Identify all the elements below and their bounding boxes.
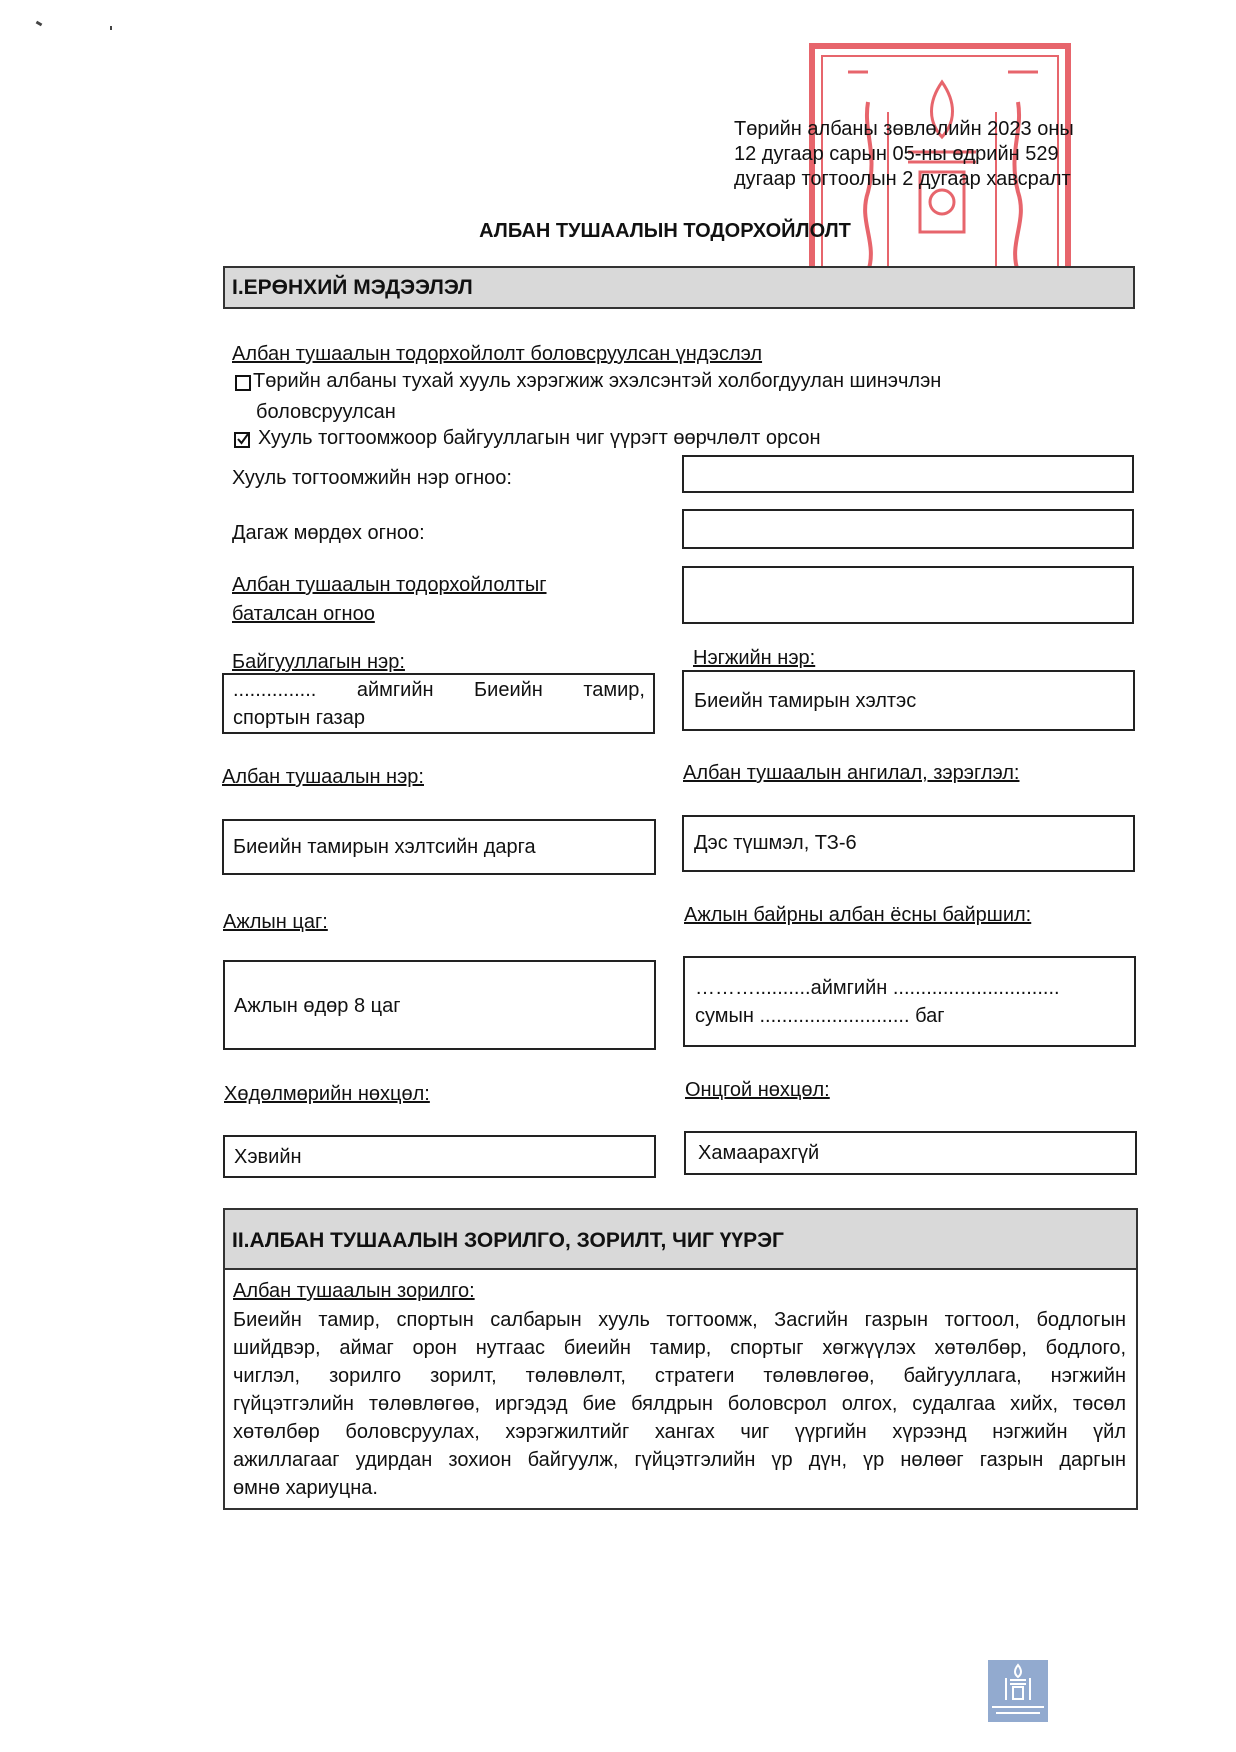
scan-speck	[36, 21, 43, 27]
section2-title: II.АЛБАН ТУШААЛЫН ЗОРИЛГО, ЗОРИЛТ, ЧИГ ҮҮРЭГ	[232, 1229, 784, 1252]
option2-label: Хууль тогтоомжоор байгууллагын чиг үүрэгт өөрчлөлт орсон	[258, 427, 821, 449]
position-class-field[interactable]	[682, 815, 1135, 872]
org-name-word1: аймгийн	[356, 679, 434, 701]
work-hours-field[interactable]	[223, 960, 656, 1050]
option1-label-line1: Төрийн албаны тухай хууль хэрэгжиж эхэлсэнтэй холбогдуулан шинэчлэн	[253, 370, 942, 392]
work-conditions-label: Хөдөлмөрийн нөхцөл:	[224, 1083, 430, 1105]
work-conditions-field[interactable]	[223, 1135, 656, 1178]
position-class-value: Дэс түшмэл, ТЗ-6	[694, 832, 857, 854]
header-ref-line2: 12 дугаар сарын 05-ны өдрийн 529	[734, 143, 1059, 165]
header-reference	[734, 117, 1134, 192]
org-name-line2: спортын газар	[233, 707, 365, 729]
approved-date-label-line2: баталсан огноо	[232, 603, 375, 625]
location-line1: ………..........аймгийн ..............................	[695, 977, 1060, 999]
header-ref-line1: Төрийн албаны зөвлөлийн 2023 оны	[734, 118, 1074, 140]
law-name-date-field[interactable]	[682, 455, 1134, 493]
option1-checkbox[interactable]	[235, 375, 251, 391]
checkmark-icon	[236, 432, 250, 446]
org-name-dots: ...............	[233, 679, 317, 701]
position-class-label: Албан тушаалын ангилал, зэрэглэл:	[683, 762, 1020, 784]
purpose-text	[233, 1306, 1126, 1502]
logo-lettering	[992, 1706, 1044, 1708]
unit-name-label: Нэгжийн нэр:	[693, 647, 816, 669]
purpose-label: Албан тушаалын зорилго:	[233, 1280, 475, 1302]
effective-date-field[interactable]	[682, 509, 1134, 549]
location-label: Ажлын байрны албан ёсны байршил:	[684, 904, 1032, 926]
org-name-word2: Биеийн	[474, 679, 543, 701]
special-conditions-field[interactable]	[684, 1131, 1137, 1175]
approved-date-field[interactable]	[682, 566, 1134, 624]
government-logo	[988, 1660, 1048, 1722]
special-conditions-value: Хамаарахгүй	[698, 1142, 820, 1164]
special-conditions-label: Онцгой нөхцөл:	[685, 1079, 830, 1101]
location-line2: сумын ........................... баг	[695, 1005, 945, 1027]
org-name-word3: тамир,	[583, 679, 645, 701]
purpose-line: ажиллагааг удирдан зохион байгуулж, гүйцэтгэлийн үр дүн, үр нөлөөг газрын даргын	[233, 1449, 1126, 1471]
work-conditions-value: Хэвийн	[234, 1146, 302, 1168]
org-name-label: Байгууллагын нэр:	[232, 651, 405, 673]
unit-name-field[interactable]	[682, 670, 1135, 731]
header-ref-line3: дугаар тогтоолын 2 дугаар хавсралт	[734, 168, 1071, 190]
position-name-value: Биеийн тамирын хэлтсийн дарга	[233, 836, 536, 858]
logo-lettering	[996, 1712, 1040, 1714]
approved-date-label-line1: Албан тушаалын тодорхойлолтыг	[232, 574, 547, 596]
purpose-line: Биеийн тамир, спортын салбарын хууль тогтоомж, Засгийн газрын тогтоол, бодлогын	[233, 1309, 1126, 1331]
scan-speck	[110, 26, 112, 30]
document-title: АЛБАН ТУШААЛЫН ТОДОРХОЙЛОЛТ	[479, 220, 851, 242]
position-name-field[interactable]	[222, 819, 656, 875]
purpose-line: хөтөлбөр боловсруулах, хэрэгжилтийг хангах чиг үүргийн хүрээнд нэгжийн үйл	[233, 1421, 1126, 1443]
law-name-date-label: Хууль тогтоомжийн нэр огноо:	[232, 467, 512, 489]
org-name-line1	[233, 676, 645, 704]
location-field[interactable]	[683, 956, 1136, 1047]
unit-name-value: Биеийн тамирын хэлтэс	[694, 690, 917, 712]
section1-title: I.ЕРӨНХИЙ МЭДЭЭЛЭЛ	[232, 276, 473, 299]
work-hours-label: Ажлын цаг:	[223, 911, 328, 933]
org-name-field[interactable]	[222, 673, 655, 734]
purpose-line: чиглэл, зорилго зорилт, төлөвлөлт, стратеги төлөвлөгөө, байгууллага, нэгжийн	[233, 1365, 1126, 1387]
purpose-line: гүйцэтгэлийн төлөвлөгөө, иргэдэд бие бялдрын боловсрол олгох, судалгаа хийх, төсөл	[233, 1393, 1126, 1415]
position-name-label: Албан тушаалын нэр:	[222, 766, 424, 788]
basis-label: Албан тушаалын тодорхойлолт боловсруулсан үндэслэл	[232, 343, 763, 365]
option1-label-line2: боловсруулсан	[256, 401, 396, 423]
option2-checkbox[interactable]	[234, 432, 250, 448]
effective-date-label: Дагаж мөрдөх огноо:	[232, 522, 425, 544]
purpose-line: өмнө хариуцна.	[233, 1477, 378, 1499]
soyombo-icon	[988, 1660, 1048, 1704]
work-hours-value: Ажлын өдөр 8 цаг	[234, 995, 401, 1017]
purpose-line: шийдвэр, аймаг орон нутгаас биеийн тамир, спортыг хөгжүүлэх хөтөлбөр, бодлого,	[233, 1337, 1126, 1359]
